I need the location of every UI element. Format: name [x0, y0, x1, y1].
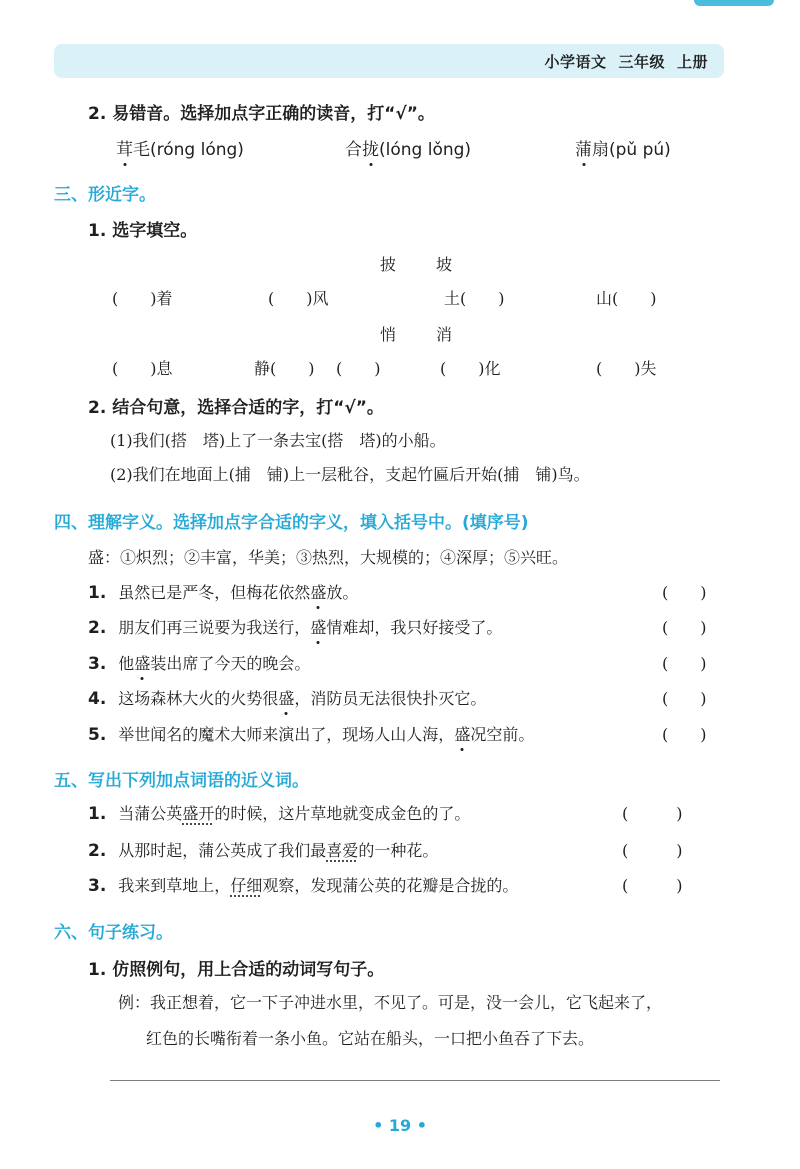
item-text-post: 观察，发现蒲公英的花瓣是合拢的。 [262, 876, 519, 895]
pronunciation-item-3 [575, 135, 671, 160]
dotted-char: 茸 [116, 135, 133, 160]
list-item [88, 615, 502, 638]
section-6-q1-title: 1. 仿照例句，用上合适的动词写句子。 [88, 960, 385, 980]
header-text [532, 51, 708, 72]
item-number: 3. [88, 654, 107, 674]
list-item [88, 686, 486, 709]
item-number: 3. [88, 876, 107, 896]
fill-blank[interactable]: ( )失 [596, 359, 657, 378]
char-pair-2-a: 悄 [380, 325, 397, 344]
list-item [88, 838, 438, 861]
item-text-post: 情难却，我只好接受了。 [326, 618, 503, 637]
section-6-title: 六、句子练习。 [54, 923, 173, 943]
header-volume: 上册 [676, 53, 708, 71]
dotted-char: 拢 [362, 135, 379, 160]
pronunciation-item-1 [116, 135, 244, 160]
example-line-1: 例：我正想着，它一下子冲进水里，不见了。可是，没一会儿，它飞起来了， [118, 993, 663, 1012]
page-number: • 19 • [373, 1116, 427, 1135]
header-grade: 三年级 [618, 53, 665, 71]
item-number: 5. [88, 725, 107, 745]
dotted-word: 盛开 [182, 804, 215, 823]
item-number: 2. [88, 841, 107, 861]
item-text-pre: 举世闻名的魔术大师来演出了，现场人山人海， [118, 725, 455, 744]
section-3-q2-title: 2. 结合句意，选择合适的字，打“√”。 [88, 398, 384, 418]
pronunciation-question-title: 2. 易错音。选择加点字正确的读音，打“√”。 [88, 104, 435, 124]
dotted-char: 盛 [310, 580, 326, 603]
answer-paren[interactable]: ( ) [662, 654, 707, 673]
section-5-title: 五、写出下列加点词语的近义词。 [54, 771, 309, 791]
section-3-q1-title: 1. 选字填空。 [88, 221, 198, 241]
item-number: 1. [88, 583, 107, 603]
list-item [88, 722, 534, 745]
item-text-pre: 当蒲公英 [118, 804, 183, 823]
top-decoration [694, 0, 774, 6]
item-text-pre: 虽然已是严冬，但梅花依然 [118, 583, 311, 602]
pronunciation-item-text: 扇(pǔ pú) [592, 140, 671, 160]
fill-blank[interactable]: 静( ) [254, 359, 315, 378]
meanings-line: 盛：①炽烈；②丰富，华美；③热烈，大规模的；④深厚；⑤兴旺。 [88, 548, 569, 567]
answer-paren[interactable]: ( ) [662, 725, 707, 744]
dotted-word: 喜爱 [326, 841, 359, 860]
pronunciation-item-text: 毛(róng lóng) [133, 140, 244, 160]
item-text-post: 的一种花。 [358, 841, 439, 860]
fill-blank[interactable]: ( )风 [268, 289, 329, 308]
char-pair-2-b: 消 [436, 325, 453, 344]
fill-blank[interactable]: ( ) [336, 359, 381, 378]
item-text-post: 的时候，这片草地就变成金色的了。 [214, 804, 471, 823]
section-4-title: 四、理解字义。选择加点字合适的字义，填入括号中。(填序号) [54, 513, 529, 533]
header-subject: 小学语文 [544, 53, 607, 71]
list-item [88, 651, 310, 674]
dotted-word: 仔细 [230, 876, 263, 895]
dotted-char: 盛 [310, 615, 326, 638]
item-text-post: 放。 [326, 583, 359, 602]
dotted-char: 盛 [278, 686, 294, 709]
fill-blank[interactable]: 山( ) [596, 289, 657, 308]
pronunciation-item-pre: 合 [345, 140, 362, 160]
answer-line[interactable] [110, 1080, 720, 1081]
example-line-2: 红色的长嘴衔着一条小鱼。它站在船头，一口把小鱼吞了下去。 [146, 1029, 595, 1048]
item-text-pre: 从那时起，蒲公英成了我们最 [118, 841, 327, 860]
answer-paren[interactable]: ( ) [662, 689, 707, 708]
item-text-pre: 我来到草地上， [118, 876, 231, 895]
char-pair-1-b: 坡 [436, 255, 453, 274]
fill-blank[interactable]: ( )息 [112, 359, 173, 378]
item-text-pre: 朋友们再三说要为我送行， [118, 618, 311, 637]
item-text-pre: 他 [118, 654, 135, 673]
sentence-line-1: (1)我们(搭 塔)上了一条去宝(搭 塔)的小船。 [110, 431, 446, 450]
fill-blank[interactable]: 土( ) [444, 289, 505, 308]
answer-paren[interactable]: ( ) [622, 876, 683, 895]
section-3-title: 三、形近字。 [54, 185, 156, 205]
item-text-post: 装出席了今天的晚会。 [150, 654, 311, 673]
item-text-post: 况空前。 [470, 725, 535, 744]
item-number: 2. [88, 618, 107, 638]
fill-blank[interactable]: ( )着 [112, 289, 173, 308]
dotted-char: 盛 [134, 651, 150, 674]
answer-paren[interactable]: ( ) [622, 841, 683, 860]
item-text-pre: 这场森林大火的火势很 [118, 689, 279, 708]
item-number: 4. [88, 689, 107, 709]
answer-paren[interactable]: ( ) [662, 583, 707, 602]
sentence-line-2: (2)我们在地面上(捕 铺)上一层秕谷，支起竹匾后开始(捕 铺)鸟。 [110, 465, 590, 484]
list-item [88, 580, 358, 603]
list-item [88, 873, 518, 896]
pronunciation-item-text: (lóng lǒng) [379, 140, 472, 160]
item-number: 1. [88, 804, 107, 824]
char-pair-1-a: 披 [380, 255, 397, 274]
fill-blank[interactable]: ( )化 [440, 359, 501, 378]
answer-paren[interactable]: ( ) [662, 618, 707, 637]
page-header [54, 44, 724, 78]
dotted-char: 蒲 [575, 135, 592, 160]
answer-paren[interactable]: ( ) [622, 804, 683, 823]
list-item [88, 801, 470, 824]
item-text-post: ，消防员无法很快扑灭它。 [294, 689, 487, 708]
pronunciation-item-2 [345, 135, 471, 160]
dotted-char: 盛 [454, 722, 470, 745]
